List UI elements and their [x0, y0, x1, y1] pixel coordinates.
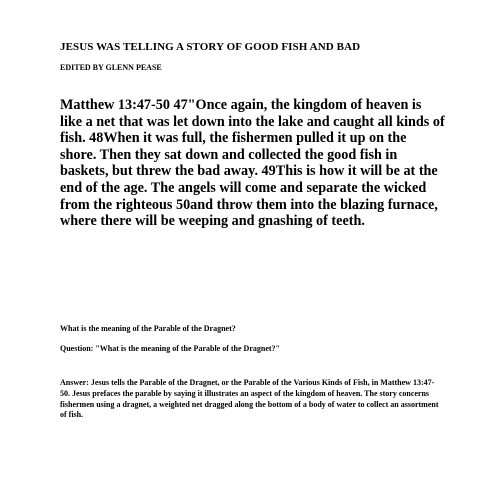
editor-credit: EDITED BY GLENN PEASE: [60, 63, 162, 72]
question-heading: What is the meaning of the Parable of the Dragnet?: [60, 324, 236, 333]
scripture-passage: Matthew 13:47-50 47"Once again, the kingdom of heaven is like a net that was let down into the lake and caught all kinds of fish. 48When it was full, the fishermen pulled it up on the shore. Then they sat down and collected the good fish in baskets, but threw the bad away. 49This is how it will be at the end of the age. The angels will come and separate the wicked from the righteous 50and throw them into the blazing furnace, where there will be weeping and gnashing of teeth.: [60, 97, 445, 230]
answer-paragraph: Answer: Jesus tells the Parable of the Dragnet, or the Parable of the Various Kinds of Fish, in Matthew 13:47-50. Jesus prefaces the parable by saying it illustrates an aspect of the kingdom of heaven. The story concerns fishermen using a dragnet, a weighted net dragged along the bottom of a body of water to collect an assortment of fish.: [60, 378, 439, 420]
question-line: Question: "What is the meaning of the Parable of the Dragnet?": [60, 344, 280, 353]
document-title: JESUS WAS TELLING A STORY OF GOOD FISH AND BAD: [60, 41, 361, 53]
